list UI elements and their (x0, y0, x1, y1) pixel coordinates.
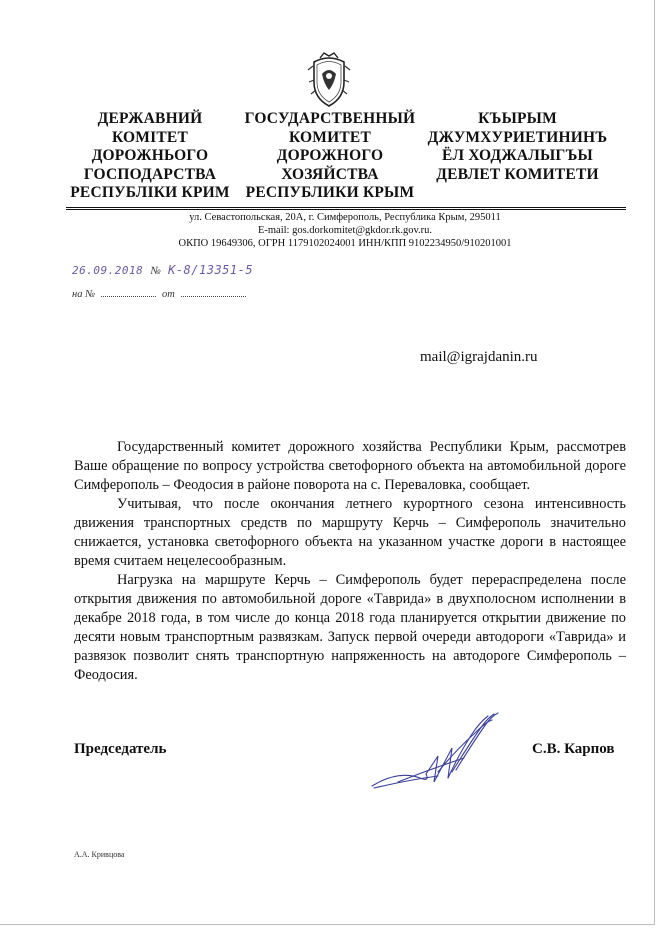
registration-date: 26.09.2018 (72, 264, 144, 277)
reference-line (72, 288, 252, 300)
header-crimean-tatar: КЪЫРЫМ ДЖУМХУРИЕТИНИНЪ ЁЛ ХОДЖАЛЫГЪЫ ДЕВЛЕТ КОМИТЕТИ (427, 110, 608, 183)
registration-number: К-8/13351-5 (168, 263, 254, 277)
signatory-name: С.В. Карпов (532, 741, 615, 757)
email-line: E-mail: gos.dorkomitet@gkdor.rk.gov.ru. (257, 225, 433, 236)
header-divider-thin (66, 209, 626, 210)
coat-of-arms-icon (306, 52, 352, 108)
executor-name: А.А. Кривцова (74, 850, 125, 859)
reference-prefix: на № (72, 289, 95, 300)
header-divider-thick (66, 207, 626, 208)
header-russian: ГОСУДАРСТВЕННЫЙ КОМИТЕТ ДОРОЖНОГО ХОЗЯЙСТВА РЕСПУБЛИКИ КРЫМ (244, 110, 416, 201)
paragraph-2: Учитывая, что после окончания летнего курортного сезона интенсивность движения транспортных средств по маршруту Керчь – Симферополь значительно снижается, установка светофорного объекта на указанном участке дороги в настоящее время считаем нецелесообразным. (74, 496, 626, 569)
reference-number-blank (101, 288, 156, 297)
paragraph-1: Государственный комитет дорожного хозяйства Республики Крым, рассмотрев Ваше обращение по вопросу устройства светофорного объекта на автомобильной дороге Симферополь – Феодосия в районе поворота на с. Переваловка, сообщает. (74, 439, 626, 493)
paragraph-3: Нагрузка на маршруте Керчь – Симферополь будет перераспределена после открытия движения по автомобильной дороге «Таврида» в двухполосном исполнении в декабре 2018 года, в том числе до конца 2018 года планируется открытии движение по десяти новым транспортным развязкам. Запуск первой очереди автодороги «Таврида» и развязок позволит снять транспортную напряженность на автодороге Симферополь – Феодосия. (74, 572, 626, 683)
recipient-email: mail@igrajdanin.ru (420, 349, 538, 365)
letter-body (74, 438, 626, 685)
handwritten-signature (368, 712, 508, 797)
registration-stamp (72, 262, 253, 278)
header-ukrainian: ДЕРЖАВНИЙ КОМІТЕТ ДОРОЖНЬОГО ГОСПОДАРСТВА РЕСПУБЛІКИ КРИМ (70, 110, 230, 201)
address-line: ул. Севастопольская, 20А, г. Симферополь, Республика Крым, 295011 (189, 212, 501, 223)
number-label: № (150, 265, 161, 277)
signatory-title: Председатель (74, 741, 167, 757)
reference-date-blank (181, 288, 246, 297)
reference-from-label: от (161, 289, 175, 300)
registration-codes: ОКПО 19649306, ОГРН 1179102024001 ИНН/КПП 9102234950/910201001 (178, 238, 512, 249)
